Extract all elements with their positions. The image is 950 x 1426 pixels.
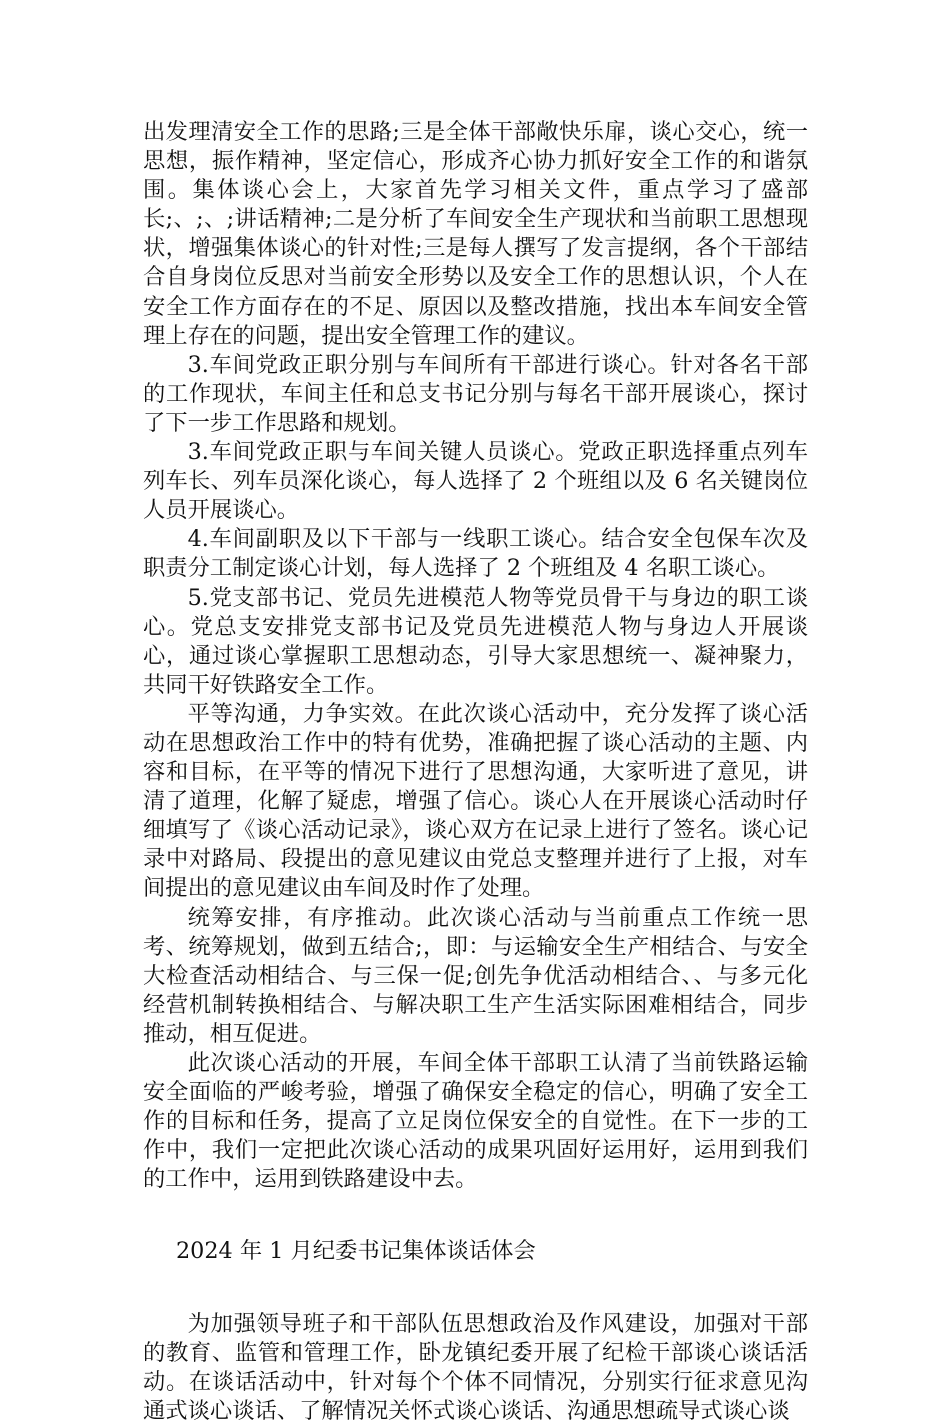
paragraph-conclusion: 此次谈心活动的开展，车间全体干部职工认清了当前铁路运输安全面临的严峻考验，增强了确保安全稳定的信心，明确了安全工作的目标和任务，提高了立足岗位保安全的自觉性。在下一步的工作中，我们一定把此次谈心活动的成果巩固好运用好，运用到我们的工作中，运用到铁路建设中去。 bbox=[143, 1050, 808, 1193]
paragraph-intro: 为加强领导班子和干部队伍思想政治及作风建设，加强对干部的教育、监管和管理工作，卧龙镇纪委开展了纪检干部谈心谈话活动。在谈话活动中，针对每个个体不同情况，分别实行征求意见沟通式谈心谈话、了解情况关怀式谈心谈话、沟通思想疏导式谈心谈 bbox=[143, 1310, 808, 1424]
paragraph-item-5: 5.党支部书记、党员先进模范人物等党员骨干与身边的职工谈心。党总支安排党支部书记及党员先进模范人物与身边人开展谈心，通过谈心掌握职工思想动态，引导大家思想统一、凝神聚力，共同干好铁路安全工作。 bbox=[143, 584, 808, 698]
paragraph-continuation: 出发理清安全工作的思路;三是全体干部敞快乐扉，谈心交心，统一思想，振作精神，坚定信心，形成齐心协力抓好安全工作的和谐氛围。集体谈心会上，大家首先学习相关文件，重点学习了盛部长;、;、;讲话精神;二是分析了车间安全生产现状和当前职工思想现状，增强集体谈心的针对性;三是每人撰写了发言提纲，各个干部结合自身岗位反思对当前安全形势以及安全工作的思想认识，个人在安全工作方面存在的不足、原因以及整改措施，找出本车间安全管理上存在的问题，提出安全管理工作的建议。 bbox=[143, 119, 808, 349]
paragraph-item-3b: 3.车间党政正职与车间关键人员谈心。党政正职选择重点列车列车长、列车员深化谈心，每人选择了 2 个班组以及 6 名关键岗位人员开展谈心。 bbox=[143, 439, 808, 524]
paragraph-item-3a: 3.车间党政正职分别与车间所有干部进行谈心。针对各名干部的工作现状，车间主任和总支书记分别与每名干部开展谈心，探讨了下一步工作思路和规划。 bbox=[143, 351, 808, 436]
paragraph-equal-communication: 平等沟通，力争实效。在此次谈心活动中，充分发挥了谈心活动在思想政治工作中的特有优势，准确把握了谈心活动的主题、内容和目标，在平等的情况下进行了思想沟通，大家听进了意见，讲清了道理，化解了疑虑，增强了信心。谈心人在开展谈心活动时仔细填写了《谈心活动记录》，谈心双方在记录上进行了签名。谈心记录中对路局、段提出的意见建议由党总支整理并进行了上报，对车间提出的意见建议由车间及时作了处理。 bbox=[143, 700, 808, 902]
section-heading: 2024 年 1 月纪委书记集体谈话体会 bbox=[176, 1238, 536, 1265]
document-page bbox=[143, 118, 808, 1426]
paragraph-item-4: 4.车间副职及以下干部与一线职工谈心。结合安全包保车次及职责分工制定谈心计划，每人选择了 2 个班组及 4 名职工谈心。 bbox=[143, 526, 808, 582]
paragraph-overall-planning: 统筹安排，有序推动。此次谈心活动与当前重点工作统一思考、统筹规划，做到五结合;，即：与运输安全生产相结合、与安全大检查活动相结合、与三保一促;创先争优活动相结合、、与多元化经营机制转换相结合、与解决职工生产生活实际困难相结合，同步推动，相互促进。 bbox=[143, 904, 808, 1047]
